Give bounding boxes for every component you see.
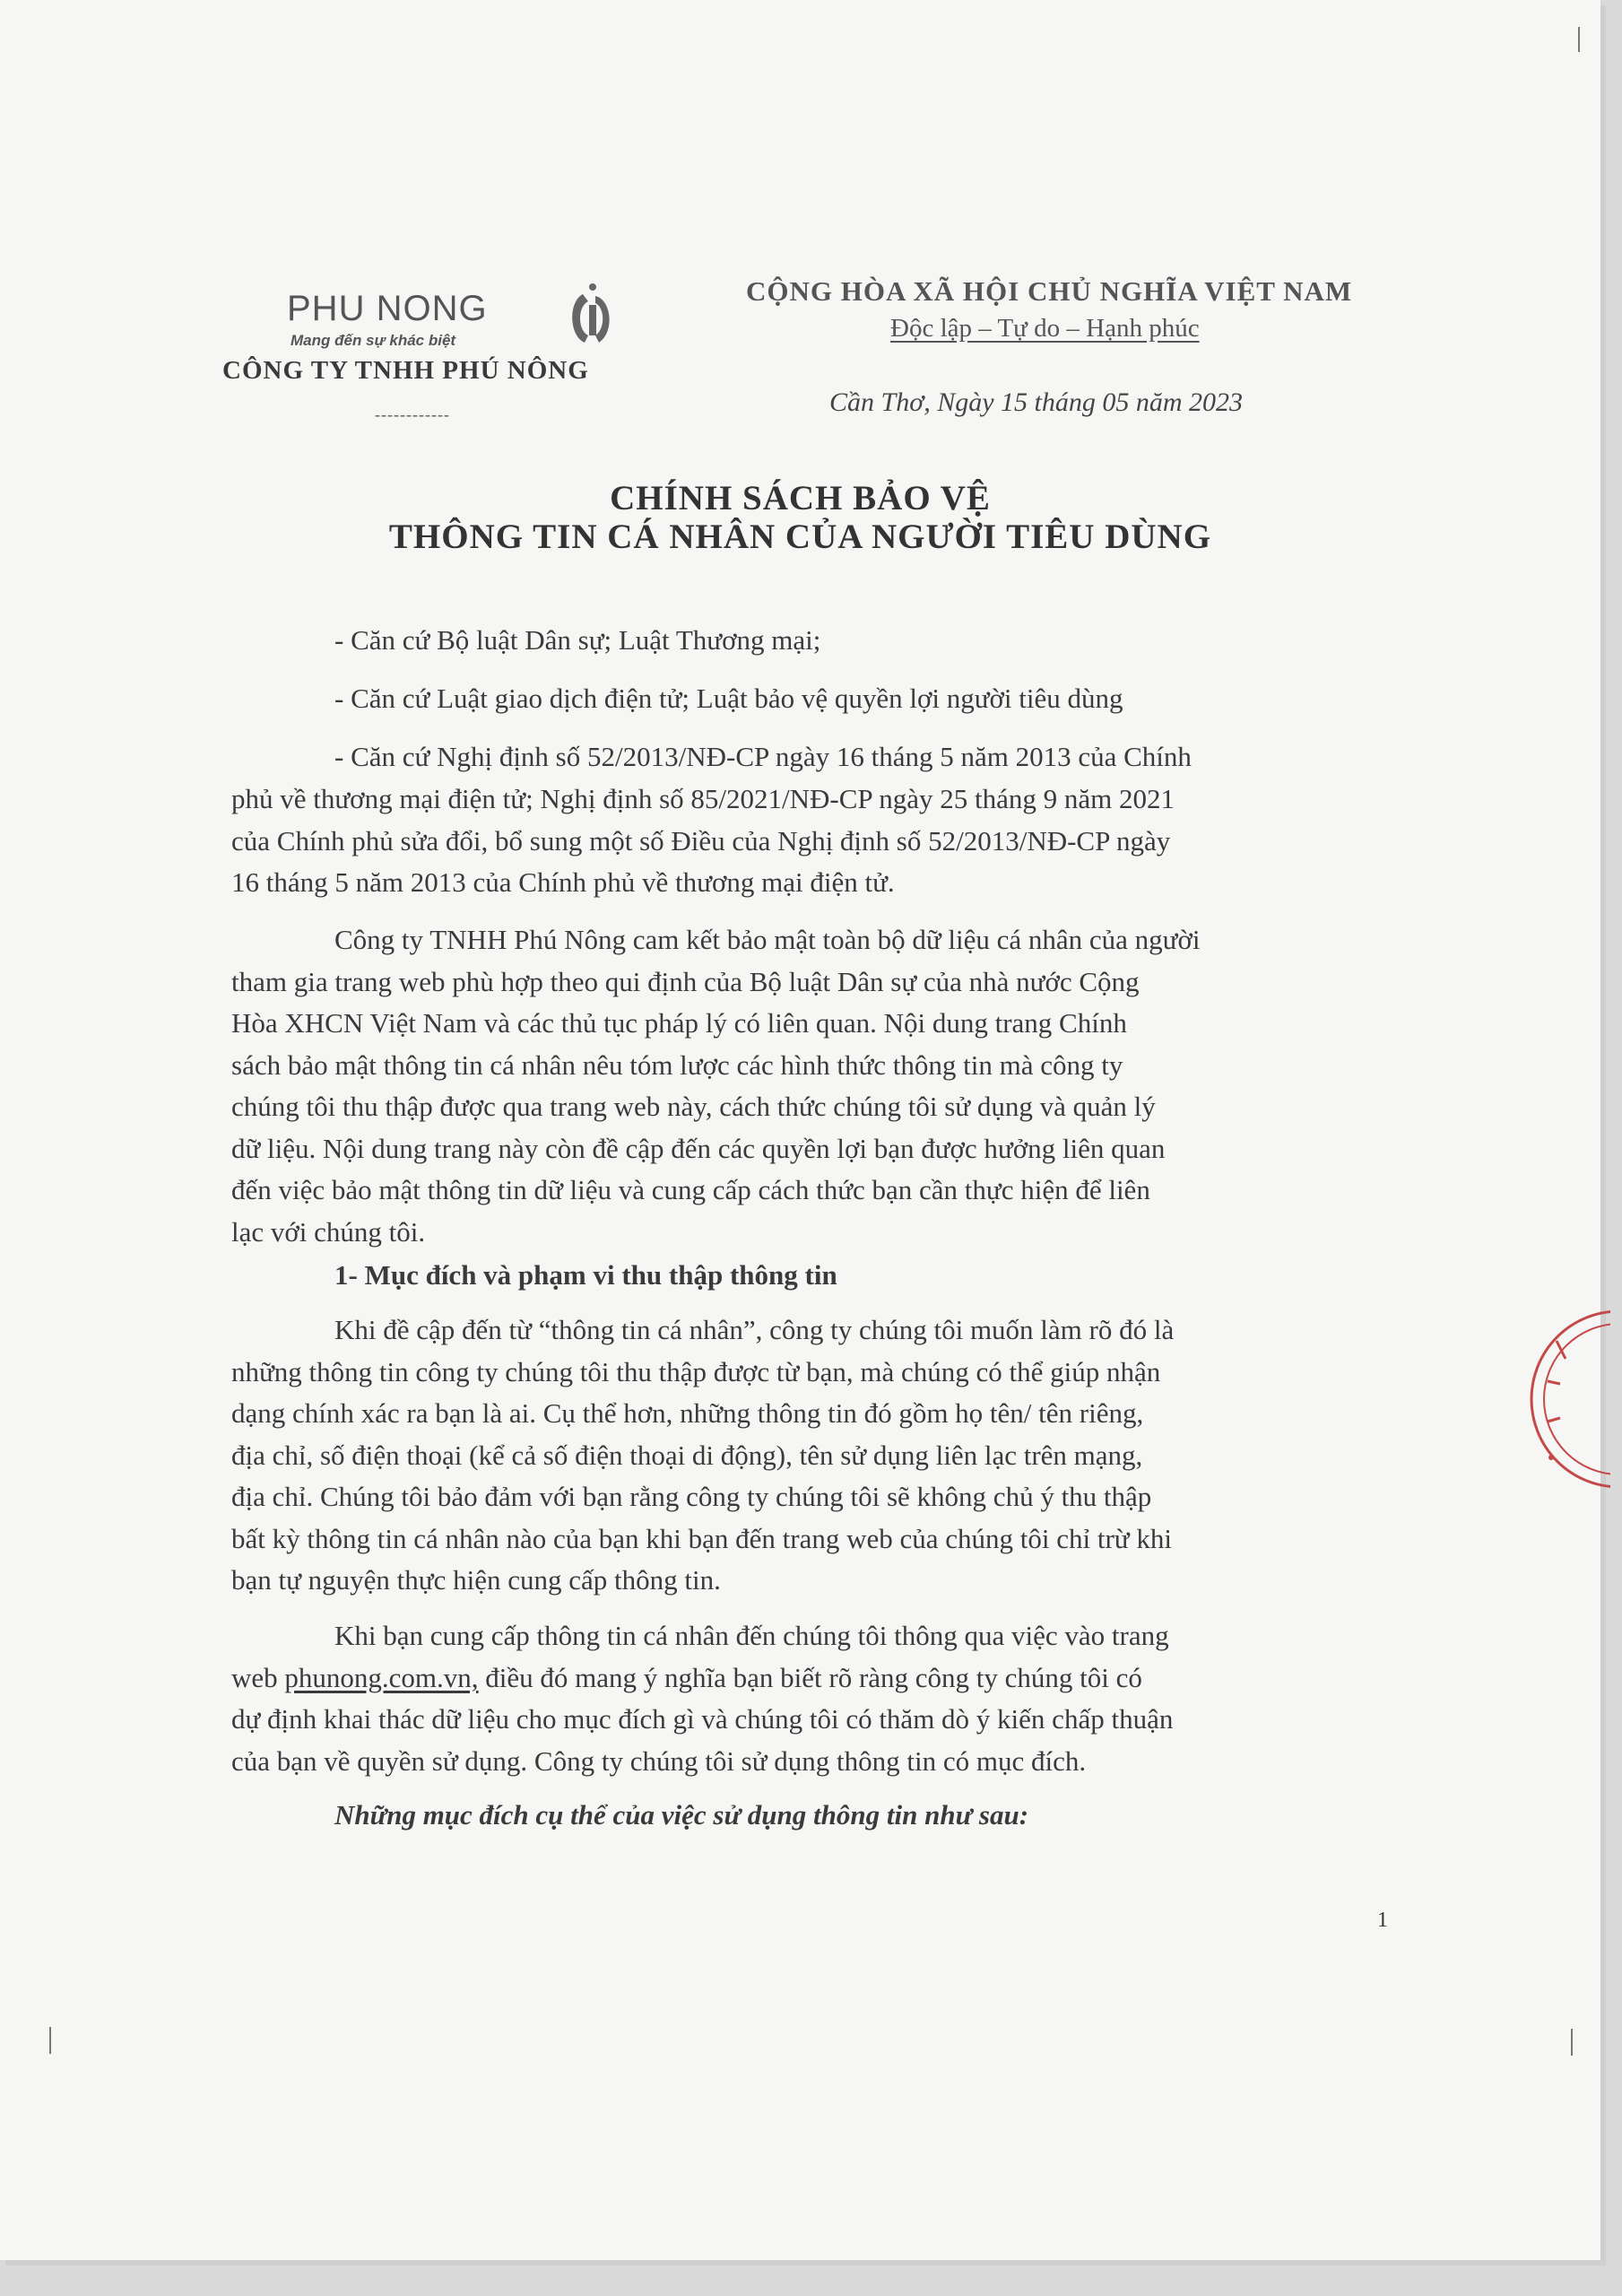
- section-1-p2-line-1: Khi bạn cung cấp thông tin cá nhân đến chúng tôi thông qua việc vào trang: [334, 1620, 1169, 1651]
- scan-mark: [1578, 27, 1580, 52]
- basis-2: - Căn cứ Luật giao dịch điện tử; Luật bảo vệ quyền lợi người tiêu dùng: [334, 683, 1123, 714]
- section-1-p1-line-6: bất kỳ thông tin cá nhân nào của bạn khi bạn đến trang web của chúng tôi chỉ trừ khi: [231, 1523, 1172, 1554]
- section-1-p1-line-2: những thông tin công ty chúng tôi thu thập được từ bạn, mà chúng có thể giúp nhận: [231, 1356, 1161, 1387]
- intro-line-2: tham gia trang web phù hợp theo qui định của Bộ luật Dân sự của nhà nước Cộng: [231, 966, 1140, 997]
- website-link[interactable]: phunong.com.vn,: [284, 1662, 479, 1693]
- national-motto: Độc lập – Tự do – Hạnh phúc: [890, 314, 1200, 343]
- text-fragment: điều đó mang ý nghĩa bạn biết rõ ràng công ty chúng tôi có: [478, 1662, 1142, 1693]
- intro-line-5: chúng tôi thu thập được qua trang web này, cách thức chúng tôi sử dụng và quản lý: [231, 1091, 1156, 1122]
- logo-text: PHU NONG: [287, 289, 488, 328]
- text-fragment: web: [231, 1662, 285, 1693]
- section-1-p2-line-2: [231, 1662, 1142, 1694]
- scan-mark: [49, 2027, 51, 2054]
- document-title-line-2: THÔNG TIN CÁ NHÂN CỦA NGƯỜI TIÊU DÙNG: [388, 517, 1212, 556]
- basis-3-line-3: của Chính phủ sửa đổi, bổ sung một số Điều của Nghị định số 52/2013/NĐ-CP ngày: [231, 825, 1171, 857]
- company-stamp-icon: [1521, 1287, 1610, 1511]
- intro-line-7: đến việc bảo mật thông tin dữ liệu và cung cấp cách thức bạn cần thực hiện để liên: [231, 1174, 1150, 1205]
- section-1-heading: 1- Mục đích và phạm vi thu thập thông tin: [334, 1259, 837, 1291]
- page-number: 1: [1377, 1909, 1388, 1932]
- section-1-p1-line-3: dạng chính xác ra bạn là ai. Cụ thể hơn, những thông tin đó gồm họ tên/ tên riêng,: [231, 1397, 1144, 1429]
- scan-mark: [1571, 2029, 1573, 2056]
- intro-line-6: dữ liệu. Nội dung trang này còn đề cập đến các quyền lợi bạn được hưởng liên quan: [231, 1133, 1166, 1164]
- intro-line-3: Hòa XHCN Việt Nam và các thủ tục pháp lý có liên quan. Nội dung trang Chính: [231, 1007, 1127, 1039]
- company-logo: [278, 280, 619, 352]
- basis-3-line-1: - Căn cứ Nghị định số 52/2013/NĐ-CP ngày 16 tháng 5 năm 2013 của Chính: [334, 741, 1192, 772]
- section-1-p1-line-4: địa chỉ, số điện thoại (kể cả số điện thoại di động), tên sử dụng liên lạc trên mạng,: [231, 1439, 1143, 1471]
- section-1-p2-line-4: của bạn về quyền sử dụng. Công ty chúng tôi sử dụng thông tin có mục đích.: [231, 1745, 1087, 1777]
- intro-line-8: lạc với chúng tôi.: [231, 1216, 426, 1248]
- intro-line-4: sách bảo mật thông tin cá nhân nêu tóm lược các hình thức thông tin mà công ty: [231, 1049, 1123, 1081]
- section-1-p1-line-1: Khi đề cập đến từ “thông tin cá nhân”, công ty chúng tôi muốn làm rõ đó là: [334, 1314, 1175, 1345]
- intro-line-1: Công ty TNHH Phú Nông cam kết bảo mật toàn bộ dữ liệu cá nhân của người: [334, 924, 1201, 955]
- logo-tagline: Mang đến sự khác biệt: [291, 332, 456, 349]
- basis-3-line-4: 16 tháng 5 năm 2013 của Chính phủ về thương mại điện tử.: [231, 866, 895, 898]
- section-1-p1-line-5: địa chỉ. Chúng tôi bảo đảm với bạn rằng công ty chúng tôi sẽ không chủ ý thu thập: [231, 1481, 1152, 1512]
- company-name: CÔNG TY TNHH PHÚ NÔNG: [222, 356, 589, 385]
- section-1-p1-line-7: bạn tự nguyện thực hiện cung cấp thông tin.: [231, 1564, 721, 1596]
- national-title: CỘNG HÒA XÃ HỘI CHỦ NGHĨA VIỆT NAM: [746, 275, 1353, 307]
- logo-mark-icon: [565, 280, 620, 350]
- document-title-line-1: CHÍNH SÁCH BẢO VỆ: [610, 479, 991, 517]
- section-1-subheading: Những mục đích cụ thể của việc sử dụng thông tin như sau:: [334, 1799, 1029, 1831]
- section-1-p2-line-3: dự định khai thác dữ liệu cho mục đích gì và chúng tôi có thăm dò ý kiến chấp thuận: [231, 1703, 1174, 1735]
- place-date: Cần Thơ, Ngày 15 tháng 05 năm 2023: [829, 387, 1244, 417]
- basis-1: - Căn cứ Bộ luật Dân sự; Luật Thương mại;: [334, 624, 821, 656]
- basis-3-line-2: phủ về thương mại điện tử; Nghị định số 85/2021/NĐ-CP ngày 25 tháng 9 năm 2021: [231, 783, 1175, 814]
- company-underline: ------------: [375, 405, 450, 423]
